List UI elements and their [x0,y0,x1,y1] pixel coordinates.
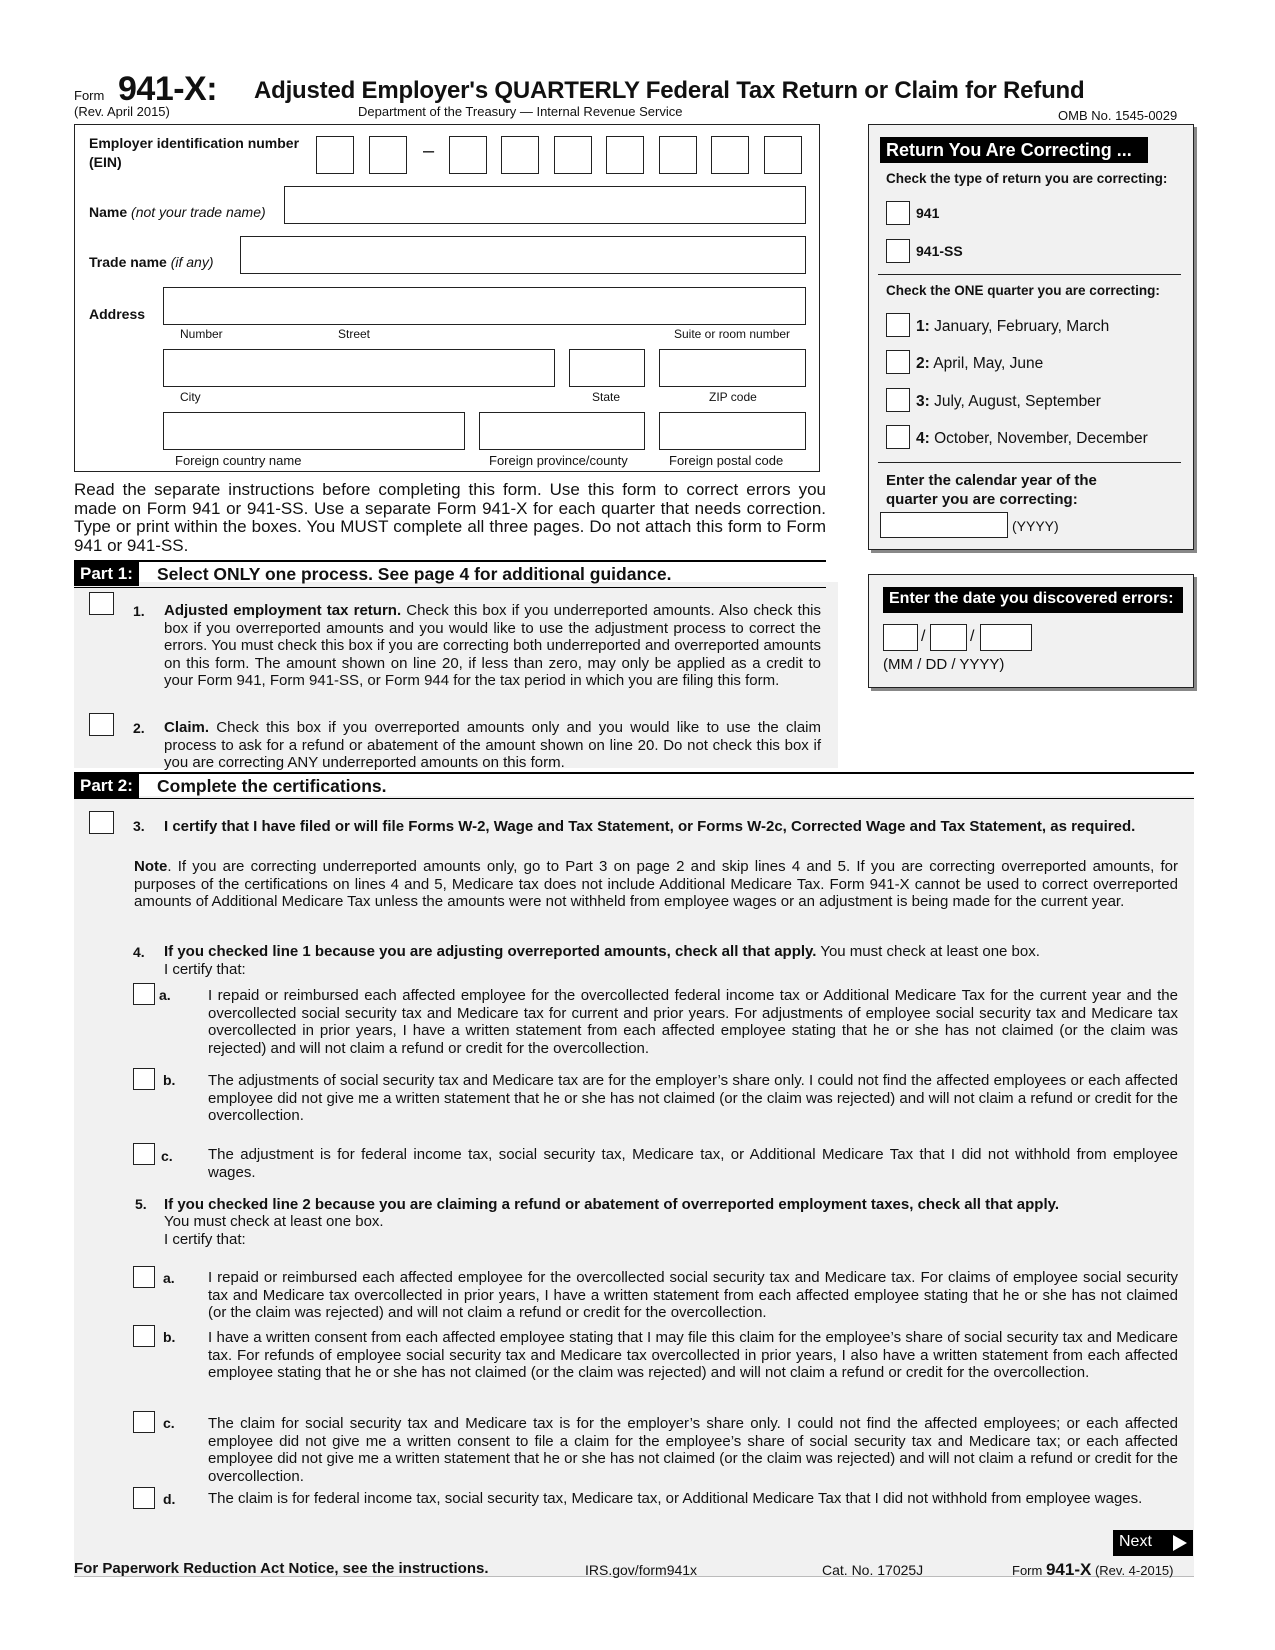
type-941-label: 941 [916,205,940,221]
number-caption: Number [180,327,223,341]
ein-digit-1[interactable] [316,136,354,174]
divider-line-2 [878,462,1181,463]
type-941ss-label: 941-SS [916,243,963,259]
line1-number: 1. [133,603,145,619]
checkbox-941[interactable] [886,201,910,225]
next-arrow-icon [1173,1535,1187,1551]
line1-heading: Adjusted employment tax return. [164,602,402,619]
line5b-checkbox[interactable] [133,1325,155,1347]
zip-field[interactable] [659,349,806,387]
ein-digit-2[interactable] [369,136,407,174]
catalog-number: Cat. No. 17025J [822,1562,924,1578]
name-label-text: Name [89,204,128,220]
foreign-postal-field[interactable] [659,412,806,450]
quarter-2-text: April, May, June [933,355,1044,372]
name-label [89,204,266,220]
line4a-checkbox[interactable] [133,983,155,1005]
line3-checkbox[interactable] [89,811,114,834]
note-text [134,858,1178,911]
next-button[interactable] [1113,1530,1193,1556]
irs-url: IRS.gov/form941x [585,1562,698,1578]
omb-number: OMB No. 1545-0029 [1058,108,1178,123]
line5d-letter: d. [163,1491,176,1507]
address-label: Address [89,306,146,322]
quarter-1-label [916,318,1109,336]
ein-digit-8[interactable] [711,136,749,174]
date-discovered-hint: (MM / DD / YYYY) [883,656,1005,673]
part2-top-rule [74,772,1194,774]
discovered-year-field[interactable] [980,624,1032,651]
ein-digit-4[interactable] [501,136,539,174]
line5d-text: The claim is for federal income tax, social security tax, Medicare tax, or Additional Medicare Tax that I did not withhold from employee wages. [208,1490,1143,1507]
discovered-month-field[interactable] [883,624,918,651]
line5c-checkbox[interactable] [133,1411,155,1433]
checkbox-quarter-3[interactable] [886,388,910,412]
line2-heading: Claim. [164,719,210,736]
note-heading: Note [134,858,168,875]
line5-body: You must check at least one box. [164,1213,384,1230]
line5a-checkbox[interactable] [133,1266,155,1288]
year-field[interactable] [880,512,1008,538]
checkbox-quarter-2[interactable] [886,350,910,374]
foreign-province-caption: Foreign province/county [489,453,628,468]
footer-form-id [1012,1560,1173,1580]
form-number: 941-X: [118,70,218,108]
line2-body: Check this box if you overreported amounts only and you would like to use the claim process to ask for a refund or abatement of the amount shown on line 20. Do not check this box if you are correcting ANY underreported amounts on this form. [164,719,821,771]
line5b-text: I have a written consent from each affected employee stating that I may file this claim for the employee’s share of social security tax and Medicare tax. For refunds of employee social security tax and Medicare tax overcollected in prior years, I also have a written statement from each affected employee stating that he or she has not claimed (or the claim was rejected) and will not claim a refund or credit for the overcollection. [208,1329,1178,1381]
year-prompt-2: quarter you are correcting: [886,491,1078,508]
department: Department of the Treasury — Internal Revenue Service [358,104,683,119]
date-slash-1: / [921,628,926,645]
part2-label: Part 2: [74,774,139,798]
trade-name-label [89,254,214,270]
city-field[interactable] [163,349,555,387]
line4-body: You must check at least one box. [816,943,1040,960]
checkbox-quarter-1[interactable] [886,313,910,337]
line5-heading: If you checked line 2 because you are claiming a refund or abatement of overreported employment taxes, check all that apply. [164,1196,1060,1213]
line3-text: I certify that I have filed or will file Forms W-2, Wage and Tax Statement, or Forms W-2c, Corrected Wage and Tax Statement, as required. [164,818,1136,835]
ein-digit-6[interactable] [606,136,644,174]
line4-certify: I certify that: [164,961,246,978]
footer-form-rev: (Rev. 4-2015) [1094,1563,1174,1578]
date-discovered-title: Enter the date you discovered errors: [883,587,1183,613]
state-field[interactable] [569,349,645,387]
part1-bottom-rule [74,587,826,588]
quarter-4-text: October, November, December [934,430,1148,447]
name-label-hint: (not your trade name) [131,204,266,220]
paperwork-notice: For Paperwork Reduction Act Notice, see the instructions. [74,1560,489,1577]
quarter-3-num: 3: [916,393,930,410]
ein-digit-5[interactable] [554,136,592,174]
instructions-text: Read the separate instructions before completing this form. Use this form to correct errors you made on Form 941 or 941-SS. Use a separate Form 941-X for each quarter that needs correction. Type or print within the boxes. You MUST complete all three pages. Do not attach this form to Form 941 or 941-SS. [74,480,826,555]
line5a-text: I repaid or reimbursed each affected employee for the overcollected social security tax and Medicare tax. For claims of employee social security tax and Medicare tax overcollected in prior years, I have a written statement from each affected employee stating that he or she has not claimed (or the claim was rejected) and will not claim a refund or credit for the overcollection. [208,1269,1178,1321]
foreign-country-field[interactable] [163,412,465,450]
name-field[interactable] [284,186,806,224]
trade-name-field[interactable] [240,236,806,274]
form-word: Form [74,88,105,103]
part1-label: Part 1: [74,562,139,586]
quarter-2-num: 2: [916,355,930,372]
divider-line [878,274,1181,275]
ein-digit-3[interactable] [449,136,487,174]
foreign-postal-caption: Foreign postal code [669,453,784,468]
suite-caption: Suite or room number [674,327,791,341]
part1-top-rule [74,560,826,562]
ein-label: Employer identification number [89,135,300,151]
line2-text [164,719,821,772]
zip-caption: ZIP code [709,390,757,404]
line2-checkbox[interactable] [89,713,114,736]
line4b-letter: b. [163,1072,176,1088]
trade-name-label-hint: (if any) [170,254,214,270]
line1-checkbox[interactable] [89,592,114,615]
next-label: Next [1119,1533,1152,1550]
line4b-checkbox[interactable] [133,1068,155,1090]
ein-dash: – [423,140,435,162]
line4b-text: The adjustments of social security tax and Medicare tax are for the employer’s share only. I could not find the affected employees or each affected employee did not give me a written statement that he or she has not claimed (or the claim was rejected) and will not claim a refund or credit for the overcollection. [208,1072,1178,1124]
line1-text [164,602,821,690]
quarter-4-label [916,430,1148,448]
quarter-3-text: July, August, September [934,393,1101,410]
quarter-4-num: 4: [916,430,930,447]
checkbox-quarter-4[interactable] [886,425,910,449]
footer-form-number: 941-X [1045,1560,1092,1579]
line4-number: 4. [133,944,145,960]
return-correcting-title: Return You Are Correcting ... [880,137,1148,163]
line5-certify: I certify that: [164,1231,246,1248]
checkbox-941ss[interactable] [886,239,910,263]
discovered-day-field[interactable] [930,624,967,651]
quarter-3-label [916,393,1101,411]
ein-digit-7[interactable] [659,136,697,174]
city-caption: City [180,390,201,404]
quarter-1-text: January, February, March [934,318,1110,335]
year-hint: (YYYY) [1012,518,1059,534]
quarter-2-label [916,355,1043,373]
line4a-letter: a. [159,987,171,1003]
line4c-text: The adjustment is for federal income tax, social security tax, Medicare tax, or Additional Medicare Tax that I did not withhold from employee wages. [208,1146,1178,1181]
part2-bottom-rule [74,798,1194,799]
line4c-checkbox[interactable] [133,1143,155,1165]
ein-digit-9[interactable] [764,136,802,174]
line5c-text: The claim for social security tax and Medicare tax is for the employer’s share only. I could not find the affected employees; or each affected employee did not give me a written consent to file a claim for the employee’s share of social security tax and Medicare tax; or each affected employee did not give me a written statement that he or she has not claimed (or the claim was rejected) and will not claim a refund or credit for the overcollection. [208,1415,1178,1485]
state-caption: State [592,390,621,404]
line1-body: Check this box if you underreported amounts. Also check this box if you overreported amounts and you would like to use the adjustment process to correct the errors. You must check this box if you are correcting both underreported and overreported amounts on this form. The amount shown on line 20, if less than zero, may only be applied as a credit to your Form 941, Form 941-SS, or Form 944 for the tax period in which you are filing this form. [164,602,821,689]
form-revision: (Rev. April 2015) [74,104,170,119]
line2-number: 2. [133,720,145,736]
year-prompt-1: Enter the calendar year of the [886,472,1097,489]
line4-heading-text [164,943,1178,961]
foreign-province-field[interactable] [479,412,645,450]
foreign-country-caption: Foreign country name [175,453,302,468]
street-address-field[interactable] [163,287,806,325]
line4-heading: If you checked line 1 because you are adjusting overreported amounts, check all that apply. [164,943,817,960]
note-body: . If you are correcting underreported amounts only, go to Part 3 on page 2 and skip lines 4 and 5. If you are correcting overreported amounts, for purposes of the certifications on lines 4 and 5, Medicare tax does not include Additional Medicare Tax. Form 941-X cannot be used to correct overreported amounts of Additional Medicare Tax unless the amounts were not withheld from employee wages or an adjustment is being made for the current year. [134,858,1178,910]
quarter-1-num: 1: [916,318,930,335]
trade-name-label-text: Trade name [89,254,167,270]
part2-title: Complete the certifications. [157,776,387,796]
part1-title: Select ONLY one process. See page 4 for additional guidance. [157,564,672,584]
line5b-letter: b. [163,1329,176,1345]
type-prompt: Check the type of return you are correcting: [886,171,1168,186]
line5d-checkbox[interactable] [133,1487,155,1509]
line5a-letter: a. [163,1270,175,1286]
date-slash-2: / [970,628,975,645]
form-title: Adjusted Employer's QUARTERLY Federal Tax Return or Claim for Refund [254,77,1085,104]
line5c-letter: c. [163,1415,175,1431]
line5-number: 5. [135,1196,147,1212]
quarter-prompt: Check the ONE quarter you are correcting: [886,283,1160,298]
ein-label-abbr: (EIN) [89,154,122,170]
line3-number: 3. [133,818,145,834]
line4a-text: I repaid or reimbursed each affected employee for the overcollected federal income tax or Additional Medicare Tax for the current year and the overcollected social security tax and Medicare tax for current and prior years. For adjustments of employee social security tax and Medicare tax overcollected in prior years, I have a written statement from each affected employee stating that he or she has not claimed (or the claim was rejected) and will not claim a refund or credit for the overcollection. [208,987,1178,1057]
footer-form-word: Form [1012,1563,1043,1578]
line4c-letter: c. [161,1148,173,1164]
street-caption: Street [338,327,371,341]
